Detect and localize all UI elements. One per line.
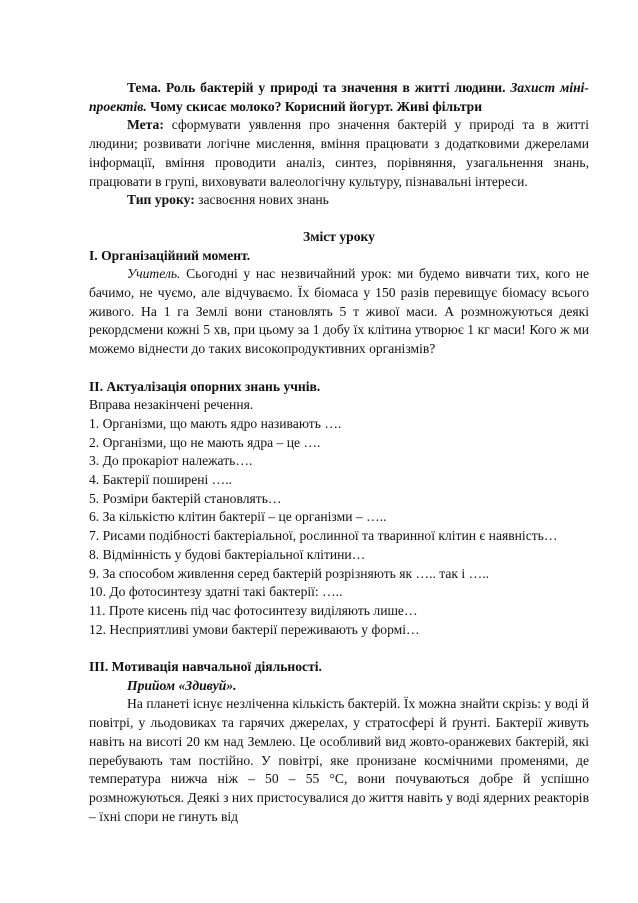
list-item: 1. Організми, що мають ядро називають …. [89,415,342,431]
list-item: 2. Організми, що не мають ядра – це …. [89,434,321,450]
list-item: 6. За кількістю клітин бактерії – це організми – ….. [89,509,387,525]
topic-title: Роль бактерій у природі та значення в житті людини. [165,80,506,95]
lesson-type-paragraph [89,191,589,210]
section2-heading: ІІ. Актуалізація опорних знань учнів. [89,378,321,394]
topic-title-rest: Чому скисає молоко? Корисний йогурт. Живі фільтри [150,98,483,114]
section3-paragraph: На планеті існує незліченна кількість бактерій. Їх можна знайти скрізь: у воді й повітрі, у льодовиках та гарячих джерелах, у стратосфері й ґрунті. Бактерії живуть навіть на висоті 20 км над Землею. Це особливий вид жовто-оранжевих бактерій, які перебувають там постійно. У повітрі, яке пронизане космічними променями, де температура нижча ніж – 50 – 55 °С, вони почуваються добре й успішно розмножуються. Деякі з них пристосувалися до життя навіть у воді ядерних реакторів – їхні спори не гинуть від [89,696,589,824]
list-item: 3. До прокаріот належать…. [89,453,253,469]
list-item: 4. Бактерії поширені ….. [89,472,233,488]
spacer [89,639,589,658]
lesson-type-label: Тип уроку: [127,192,195,208]
list-item: 5. Розміри бактерій становлять… [89,490,282,506]
list-item: 8. Відмінність у будові бактеріальної клітини… [89,546,366,562]
topic-label: Тема. [127,80,161,95]
exercise-title: Вправа незакінчені речення. [89,397,254,413]
section1-text: Сьогодні у нас незвичайний урок: ми будемо вивчати тих, кого не бачимо, не чуємо, але відчуваємо. Їх біомаса у 150 разів перевищує біомасу всього живого. На 1 га Землі вони становлять 5 т живої маси. А розмножуються деякі рекордсмени кожні 5 хв, при цьому за 1 добу їх клітина утворює 1 кг маси! Кого ж ми можемо віднести до таких високопродуктивних організмів? [89,266,589,357]
list-item: 12. Несприятливі умови бактерії переживають у формі… [89,621,420,637]
unfinished-sentences-list [89,415,589,639]
topic-paragraph [89,79,589,116]
list-item: 9. За способом живлення серед бактерій розрізняють як ….. так і ….. [89,565,489,581]
list-item: 11. Проте кисень під час фотосинтезу виділяють лише… [89,602,418,618]
goal-text: сформувати уявлення про значення бактерій у природі та в житті людини; розвивати логічне мислення, вміння працювати з додатковими джерелами інформації, вміння проводити аналіз, синтез, порівняння, узагальнення знань, працювати в групі, виховувати валеологічну культуру, пізнавальні інтереси. [89,117,589,189]
lesson-type-text: засвоєння нових знань [198,192,329,208]
list-item: 7. Рисами подібності бактеріальної, рослинної та тваринної клітин є наявність… [89,528,558,544]
document-page [89,79,589,826]
contents-heading: Зміст уроку [303,228,375,244]
technique-title: Прийом «Здивуй». [127,677,237,693]
section3-heading: ІІІ. Мотивація навчальної діяльності. [89,659,322,675]
teacher-label: Учитель. [127,266,181,282]
goal-paragraph [89,116,589,191]
section1-heading: І. Організаційний момент. [89,247,251,263]
spacer [89,359,589,378]
topic-title-italic: Захист міні-проектів. [89,80,589,114]
goal-label: Мета: [127,117,164,133]
list-item: 10. До фотосинтезу здатні такі бактерії: ….. [89,584,343,600]
section1-paragraph [89,265,589,359]
